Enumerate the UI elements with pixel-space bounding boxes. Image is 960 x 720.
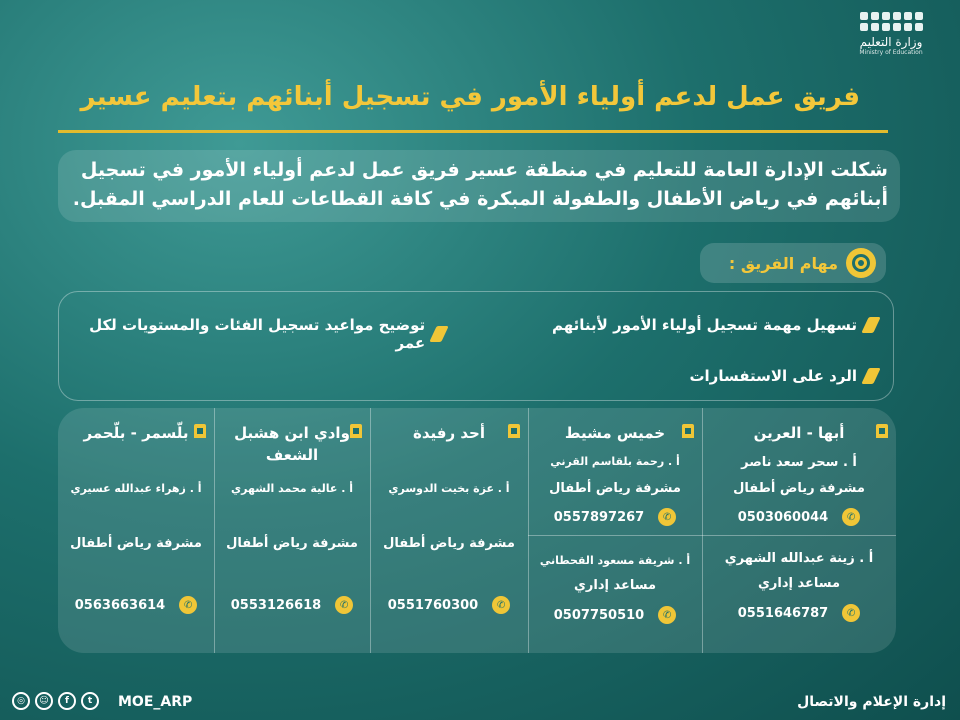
tasks-heading bbox=[700, 243, 886, 283]
tasks-box bbox=[58, 291, 894, 401]
facebook-icon[interactable]: f bbox=[58, 692, 76, 710]
member-name: أ . عالية محمد الشهري bbox=[231, 482, 353, 495]
twitter-icon[interactable]: t bbox=[81, 692, 99, 710]
target-icon bbox=[846, 248, 876, 278]
task-text: الرد على الاستفسارات bbox=[689, 367, 857, 385]
region-name: وادي ابن هشبل الشعف bbox=[222, 422, 362, 466]
region-name: أحد رفيدة bbox=[378, 422, 520, 444]
building-icon bbox=[194, 424, 206, 438]
task-item bbox=[689, 367, 877, 385]
phone-number: 0563663614 bbox=[74, 597, 166, 613]
phone-icon: ✆ bbox=[842, 604, 860, 622]
region-name: بلّسمر - بلّحمر bbox=[66, 422, 206, 444]
phone-number: 0551760300 bbox=[387, 597, 479, 613]
phone-contact[interactable] bbox=[534, 606, 696, 624]
logo-arabic-text: وزارة التعليم bbox=[859, 35, 923, 49]
logo-english-text: Ministry of Education bbox=[859, 49, 923, 56]
footer bbox=[0, 686, 960, 720]
member-role: مشرفة رياض أطفال bbox=[70, 536, 202, 551]
member-name: أ . عزة بخيت الدوسري bbox=[388, 482, 510, 495]
building-icon bbox=[876, 424, 888, 438]
chevron-icon bbox=[861, 368, 880, 384]
task-text: تسهيل مهمة تسجيل أولياء الأمور لأبنائهم bbox=[552, 316, 857, 334]
phone-number: 0503060044 bbox=[737, 509, 829, 525]
ministry-logo bbox=[836, 8, 946, 68]
task-item bbox=[552, 316, 877, 334]
building-icon bbox=[508, 424, 520, 438]
phone-contact[interactable] bbox=[708, 604, 890, 622]
phone-icon: ✆ bbox=[658, 606, 676, 624]
building-icon bbox=[350, 424, 362, 438]
phone-contact[interactable] bbox=[708, 508, 890, 526]
phone-contact[interactable] bbox=[220, 596, 364, 614]
phone-icon: ✆ bbox=[179, 596, 197, 614]
member-name: أ . سحر سعد ناصر bbox=[741, 455, 857, 470]
member-name: أ . زهراء عبدالله عسيري bbox=[70, 482, 202, 495]
member-role: مشرفة رياض أطفال bbox=[549, 481, 681, 496]
chevron-icon bbox=[429, 326, 448, 342]
team-column-khamis bbox=[528, 408, 702, 653]
member-role: مشرفة رياض أطفال bbox=[383, 536, 515, 551]
phone-contact[interactable] bbox=[376, 596, 522, 614]
chevron-icon bbox=[861, 317, 880, 333]
team-column-abha bbox=[702, 408, 896, 653]
phone-icon: ✆ bbox=[492, 596, 510, 614]
department-name: إدارة الإعلام والاتصال bbox=[797, 694, 946, 710]
member-role: مساعد إداري bbox=[573, 578, 657, 593]
building-icon bbox=[682, 424, 694, 438]
phone-contact[interactable] bbox=[534, 508, 696, 526]
tasks-heading-label: مهام الفريق : bbox=[728, 253, 838, 273]
instagram-icon[interactable]: ◎ bbox=[12, 692, 30, 710]
task-text: توضيح مواعيد تسجيل الفئات والمستويات لكل عمر bbox=[89, 316, 426, 352]
logo-mark-icon bbox=[836, 12, 946, 31]
member-role: مساعد إداري bbox=[757, 576, 841, 591]
task-item bbox=[59, 316, 445, 352]
page-title: فريق عمل لدعم أولياء الأمور في تسجيل أبنائهم بتعليم عسير bbox=[80, 82, 860, 112]
team-column-balasmar bbox=[58, 408, 214, 653]
snapchat-icon[interactable]: ☺ bbox=[35, 692, 53, 710]
phone-number: 0507750510 bbox=[553, 607, 645, 623]
phone-number: 0553126618 bbox=[230, 597, 322, 613]
phone-number: 0551646787 bbox=[737, 605, 829, 621]
intro-paragraph: شكلت الإدارة العامة للتعليم في منطقة عسير فريق عمل لدعم أولياء الأمور في تسجيل أبنائهم في رياض الأطفال والطفولة المبكرة في كافة القطاعات للعام الدراسي المقبل. bbox=[58, 150, 900, 222]
social-links bbox=[12, 692, 99, 710]
phone-contact[interactable] bbox=[64, 596, 208, 614]
member-name: أ . شريفة مسعود القحطاني bbox=[539, 554, 691, 567]
region-name: أبها - العرين bbox=[710, 422, 888, 444]
team-column-wadi-ibn-hashbal bbox=[214, 408, 370, 653]
social-handle: MOE_ARP bbox=[118, 694, 193, 710]
phone-icon: ✆ bbox=[658, 508, 676, 526]
member-role: مشرفة رياض أطفال bbox=[733, 481, 865, 496]
title-divider bbox=[58, 130, 888, 133]
phone-number: 0557897267 bbox=[553, 509, 645, 525]
member-name: أ . رحمة بلقاسم القرني bbox=[550, 455, 680, 468]
member-name: أ . زينة عبدالله الشهري bbox=[724, 551, 874, 566]
region-name: خميس مشيط bbox=[536, 422, 694, 444]
phone-icon: ✆ bbox=[335, 596, 353, 614]
team-contacts-box bbox=[58, 408, 896, 653]
team-column-ahad-rufaidah bbox=[370, 408, 528, 653]
phone-icon: ✆ bbox=[842, 508, 860, 526]
member-role: مشرفة رياض أطفال bbox=[226, 536, 358, 551]
